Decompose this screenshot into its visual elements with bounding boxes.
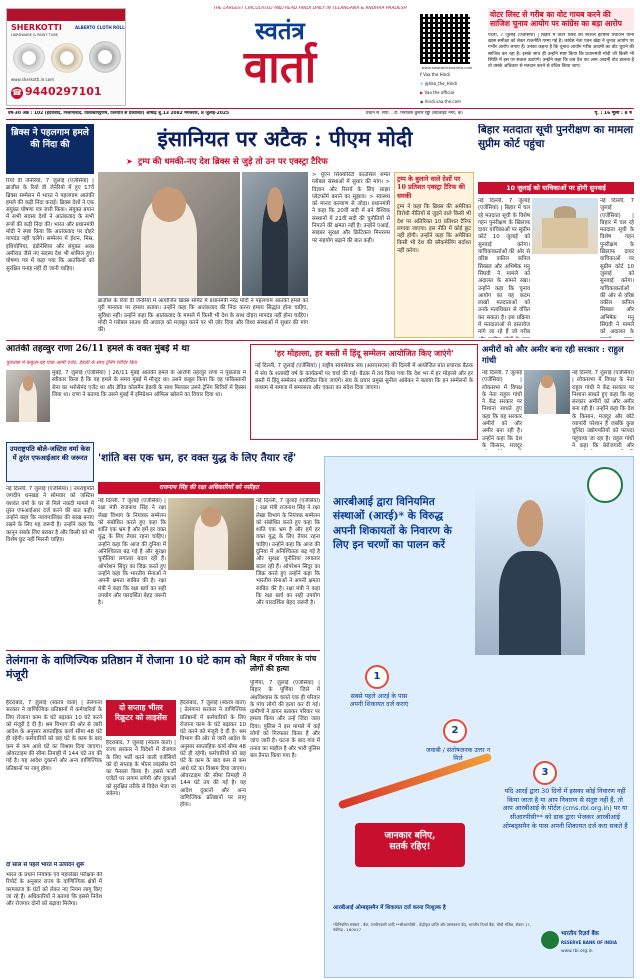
social-youtube[interactable]: ▶ Vaa the official <box>420 90 455 95</box>
bihar-murder-body: पूर्णिया, 7 जुलाई (एजेंसियां) | बिहार के पूर्णिया जिले में अंधविश्वास के चलते एक ही परिवार के पांच लोगों की हत्या कर दी गई। ग्रामीणों ने डायन बताकर परिवार पर हमला किया और उन्हें जिंदा जला दिया। पुलिस ने इस मामले में कई लोगों को गिरफ्तार किया है और जांच जारी है। घटना के बाद गांव में तनाव का माहौल है और भारी पुलिस बल तैनात किया गया है। <box>250 680 320 759</box>
rbi-arrow-path <box>338 752 493 809</box>
rbi-alert-badge <box>355 823 465 867</box>
badge-line1: जानकार बनिए, <box>384 831 436 841</box>
rahul-body: नई दिल्ली, 7 जुलाई (एजेंसियां) | लोकसभा में विपक्ष के नेता राहुल गांधी ने केंद्र सरकार पर निशाना साधते हुए कहा कि यह सरकार अमीरों को और अमीर बना रही है। उन्होंने कहा कि देश के किसान, मजदूर <box>482 370 522 449</box>
rajnath-headline: 'शांति बस एक भ्रम, हर वक्त युद्ध के लिए तैयार रहें' <box>98 452 297 464</box>
top-right-body: पटना, 7 जुलाई (एजेंसियां) | बिहार में वोटर लिस्ट की स्पेशल इंटेंसिव रिवीजन यानी खास समीक्षा को लेकर राजनीति गरमा गई है। कांग्रेस नेता पवन खेड़ा ने चुनाव आयोग पर गंभीर आरोप लगाए हैं। उनका कहना है कि चुनाव आयोग गरीब आदमी का वोट चुराने की साजिश कर रहा है। इसके साथ ही उन्होंने स्पष्ट किया कि प्रधानमंत्री मोदी जी किसी भी स्थिति में इस पर सवाल उठाएंगे। उन्होंने कहा कि जब देश का आम आदमी वोट डालता है तो उसके अधिकार से मतदान करने से वंचित किया जाए। <box>488 32 634 69</box>
justice-headline-box <box>6 442 94 482</box>
telangana-body-2: भारत के प्रधान नियंत्रक एवं महालेखा परीक्षक की रिपोर्ट के अनुसार राज्य के वाणिज्यिक क्षेत्रों में कामकाज के घंटों को लेकर नए नियम लागू किए जा रहे हैं। अधिकारियों ने बताया कि इससे निवेश और रोजगार दोनों को बढ़ावा मिलेगा। <box>6 872 102 908</box>
telangana-body-cont: हैदराबाद, 7 जुलाई (स्वतंत्र वार्ता) | तेलंगाना सरकार ने वाणिज्यिक प्रतिष्ठानों में कर्मचारियों के लिए रोजाना काम के घंटे बढ़ाकर 10 घंटे करने को मंजूरी दे दी है। श्रम विभाग की ओर से जारी आदेश के अनुसार साप्ताहिक कार्य सीमा 48 घंटे ही रहेगी। कर्मचारियों को छह घंटे के काम के बाद कम से कम आधे घंटे का विश्राम दिया जाएगा। ओवरटाइम की सीमा तिमाही में 144 घंटे तय की गई है। यह आदेश दुकानों और अन्य वाणिज्यिक प्रतिष्ठानों पर लागू होगा। <box>180 700 246 809</box>
social-twitter[interactable]: ✕ @Vaa_the_Hindi <box>420 81 457 86</box>
sherkotti-sub: HARDWARE & PAINT TUBE <box>11 33 59 37</box>
sammelan-headline: 'हर मोहल्ला, हर बस्ती में हिंदू सम्मेलन आयोजित किए जाएंगे' <box>274 348 454 358</box>
qr-code <box>420 14 470 64</box>
rajnath-kicker: राजनाथ सिंह की रक्षा अधिकारियों को नसीहत <box>159 484 259 491</box>
sherkotti-ad <box>6 8 126 106</box>
rana-headline: आतंकी तहव्वुर राणा 26/11 हमले के वक्त मुंबई में था <box>6 344 190 354</box>
brics-leaders-photo <box>242 172 308 296</box>
tape-roll-image <box>13 43 45 73</box>
telangana-body: हैदराबाद, 7 जुलाई (स्वतंत्र वार्ता) | तेलंगाना सरकार ने वाणिज्यिक प्रतिष्ठानों में कर्मचारियों के लिए रोजाना काम के घंटे बढ़ाकर 10 घंटे करने को मंजूरी दे दी है। श्रम विभाग की ओर से जारी आदेश के अनुसार साप्ताहिक कार्य सीमा 48 घंटे ही रहेगी। कर्मचारियों को छह घंटे के काम के बाद कम से कम आधे घंटे का विश्राम दिया जाएगा। ओवरटाइम की सीमा तिमाही में 144 घंटे तय की गई है। यह आदेश दुकानों और अन्य वाणिज्यिक प्रतिष्ठानों पर लागू होगा। <box>6 700 102 772</box>
rbi-logo-icon <box>541 931 559 949</box>
bihar-headline: बिहार मतदाता सूची पुनरीक्षण का मामला सुप्रीम कोर्ट पहुंचा <box>478 124 634 150</box>
editor-line: प्रधान स. संपा. : टी. निरंजिस कुमार रेड्डी (सेटलाइट नगर, क) <box>366 111 463 116</box>
lead-body-1: ब्राज़ील के रियो डी जेनेरियो में आयोजित ब्रिक्स समिट में प्रधानमंत्री नरेंद्र मोदी ने पहलगाम आतंकी हमले को पूरी मानवता पर हमला बताया। उन्होंने कहा कि आतंकवाद की निंदा करना हमारा सिद्धांत होना चाहिए, सुविधा नहीं। उन्होंने कहा कि आतंकवाद के मामले में किसी भी देश के साथ दोहरा मापदंड नहीं होना चाहिए। मोदी ने ग्लोबल साउथ की आवाज़ को मज़बूत करने पर भी ज़ोर दिया और विश्व संस्थाओं में सुधार की मांग की। <box>98 298 308 334</box>
modi-photo <box>98 172 240 296</box>
supreme-court-photo <box>532 198 598 254</box>
masthead-logo <box>140 14 410 92</box>
rbi-step1: सबसे पहले आरई के पास अपनी शिकायत दर्ज कराएं <box>349 693 409 709</box>
step3-number: 3 <box>533 761 557 785</box>
website-link[interactable]: www.swatantravaarta.com <box>421 66 473 70</box>
step2-number: 2 <box>443 719 467 743</box>
rahul-headline: अमीरों को और अमीर बना रही सरकार : राहुल गांधी <box>482 344 624 365</box>
tariff-box <box>394 172 474 338</box>
pages-price: पृ. : 16 मूल्य : 8 रु <box>594 111 632 116</box>
rbi-url[interactable]: www.rbi.org.in <box>561 949 593 954</box>
lead-subhead: ट्रम्प की धमकी-नए देश ब्रिक्स से जुड़े तो उन पर एक्स्ट्रा टैरिफ <box>138 157 328 167</box>
edition-bar <box>6 108 634 120</box>
top-right-headline: वोटर लिस्ट से गरीब का वोट गायब करने की साजिश चुनाव आयोग पर कांग्रेस का बड़ा आरोप <box>488 8 634 31</box>
social-links <box>420 72 484 108</box>
logo-vaarta: वार्ता <box>243 42 317 92</box>
rbi-bank-en: RESERVE BANK OF INDIA <box>561 940 617 945</box>
badge-line2: सतर्क रहिए! <box>389 842 431 853</box>
rana-kicker: पूछताछ में कबूला-वह पाक आर्मी एजेंट, हेडली के साथ ट्रेनिंग शिविर किए <box>6 360 137 366</box>
brics-headline: ब्रिक्स ने पहलगाम हमले की निंदा की <box>11 128 89 150</box>
sammelan-box <box>250 344 478 440</box>
sherkotti-url: www.sherkotti.in.com <box>11 77 55 82</box>
social-facebook[interactable]: f Vaa the Hindi <box>420 72 450 77</box>
justice-headline: उपराष्ट्रपति बोले-जस्टिस वर्मा केस में तुरंत एफआईआर की जरूरत <box>9 445 91 462</box>
rbi-seal-icon <box>587 467 623 503</box>
tariff-box-body: ट्रम्प ने कहा कि ब्रिक्स की अमेरिका विरोधी नीतियों से जुड़ने वाले किसी भी देश पर अतिरिक्त 10 प्रतिशत टैरिफ लगाया जाएगा। इस नीति में कोई छूट नहीं होगी। उन्होंने कहा कि अमेरिका किसी भी देश की ब्लैकमेलिंग बर्दाश्त नहीं करेगा। <box>397 203 471 254</box>
rbi-bank-hi: भारतीय रिज़र्व बैंक <box>561 931 599 937</box>
bihar-body-cont: नई दिल्ली, 7 जुलाई (एजेंसियां) | बिहार में चल रहे मतदाता सूची के विशेष गहन पुनरीक्षण के खिलाफ दायर याचिकाओं पर सुप्रीम कोर्ट 10 जुलाई को सुनवाई करेगा। याचिकाकर्ताओं की ओर से वरिष्ठ वकील कपिल सिब्बल और अभिषेक मनु सिंघवी ने मामले को अदालत के <box>600 198 634 336</box>
bihar-banner-text: 10 जुलाई को याचिकाओं पर होगी सुनवाई <box>506 184 606 192</box>
rbi-step3: यदि आरई द्वारा 30 दिनों में इसका कोई निवारण नहीं किया जाता है या आप निवारण से संतुष्ट नहीं हैं, तो आप आरबीआई के पोर्टल (cms.rbi.org.in) पर या सीआरपीसी** को डाक द्वारा भेजकर आरबीआई ओम्बड्समैन के पास अपनी शिकायत दर्ज करा सकते हैं <box>502 787 628 830</box>
tape-roll-image <box>51 43 83 73</box>
rbi-ad <box>324 456 634 978</box>
tariff-box-headline: ट्रम्प के बुलाने वाले देशों पर 10 प्रतिशत एक्स्ट्रा टैरिफ की धमकी <box>397 175 466 200</box>
telangana-subhead: दो साल से पहले भारत में उत्पादन शुरू <box>6 862 85 868</box>
lead-subhead-bar <box>98 156 472 170</box>
rbi-footer: आरबीआई ओम्बड्समैन में शिकायत दर्ज करना निःशुल्क है <box>333 905 446 911</box>
step1-number: 1 <box>365 665 389 689</box>
sherkotti-phone: 9440297101 <box>25 85 102 98</box>
rajnath-kicker-bar <box>98 482 320 494</box>
rbi-ambassador-photo <box>475 487 585 655</box>
tagline: THE LARGEST CIRCULATED AND READ HINDI DAILY IN TELANGANA & ANDHRA PRADESH <box>213 6 407 11</box>
logo-swatantra: स्वतंत्र <box>255 16 305 45</box>
rana-photo <box>6 370 50 422</box>
lead-headline: इंसानियत पर अटैक : पीएम मोदी <box>157 126 413 151</box>
sammelan-body: नई दिल्ली, 7 जुलाई (एजेंसियां) | राष्ट्रीय स्वयंसेवक संघ (आरएसएस) की दिल्ली में आयोजित प्रांत प्रचारक बैठक में संघ के शताब्दी वर्ष के कार्यक्रमों पर चर्चा की गई। बैठक में तय किया गया कि देश भर में हर मोहल्ले और हर बस्ती में हिंदू सम्मेलन आयोजित किए जाएंगे। संघ के प्रचार प्रमुख सुनील आंबेकर ने बताया कि इन सम्मेलनों के माध्यम से समाज में समरसता और एकता का संदेश दिया जाएगा। <box>255 363 473 392</box>
cloth-roll-image <box>89 41 121 73</box>
bihar-body: नई दिल्ली, 7 जुलाई (एजेंसियां) | बिहार में चल रहे मतदाता सूची के विशेष गहन पुनरीक्षण के खिलाफ दायर याचिकाओं पर सुप्रीम कोर्ट 10 जुलाई को सुनवाई करेगा। याचिकाकर्ताओं की ओर से वरिष्ठ वकील कपिल सिब्बल और अभिषेक मनु सिंघवी ने मामले को अदालत के सामने रखा। उन्होंने कहा कि चुनाव आयोग का यह कदम लाखों मतदाताओं को उनके मताधिकार से वंचित कर सकता है। इस प्रक्रिया में मतदाताओं से दस्तावेज मांगे जा रहे हैं जो गरीब <box>478 198 530 336</box>
social-web[interactable]: ◉ hindi.vaa.the.com <box>420 99 461 104</box>
rahul-body-cont: नई दिल्ली, 7 जुलाई (एजेंसियां) | लोकसभा में विपक्ष के नेता राहुल गांधी ने केंद्र सरकार पर निशाना साधते हुए कहा कि यह सरकार अमीरों को और अमीर बना रही है। उन्होंने कहा कि देश के किसान, मजदूर और छोटे व्यापारी परेशान हैं जबकि कुछ चुनिंदा उद्योगपतियों को फायदा पहुंचाया जा रहा है। राहुल गांधी ने कहा कि बेरोजगारी और <box>572 370 634 449</box>
justice-body: नई दिल्ली, 7 जुलाई (एजेंसियां) | उपराष्ट्रपति जगदीप धनखड़ ने सोमवार को जस्टिस यशवंत वर्मा के घर से मिले नकदी मामले में तुरंत एफआईआर दर्ज करने की बात कही। उन्होंने कहा कि न्यायपालिका की साख बनाए रखने के लिए यह जरूरी है। उन्होंने कहा कि कानून सबके लिए बराबर है और किसी को भी विशेष छूट नहीं मिलनी चाहिए। <box>6 486 94 544</box>
rbi-footer-small: *विनियमित संस्थाएं - बैंक, एनबीएफसी आदि **सीआरपीसी - केंद्रीकृत प्राप्ति और प्रसंस्करण केंद्र, भारतीय रिज़र्व बैंक, चौथी मंजिल, सेक्टर 17, चंडीगढ़ - 160017 <box>333 922 531 932</box>
recruit-box <box>106 700 176 736</box>
sherkotti-brand: SHERKOTTI <box>11 23 62 32</box>
phone-icon: ☎ <box>12 88 22 97</box>
rajnath-photo <box>168 498 254 570</box>
arrow-icon: ➤ <box>126 157 133 166</box>
sherkotti-brand2: ALBERTO CLOTH ROLL <box>75 25 125 30</box>
rahul-photo <box>524 370 570 414</box>
rajnath-body-cont: नई दिल्ली, 7 जुलाई (एजेंसियां) | रक्षा मंत्री राजनाथ सिंह ने रक्षा लेखा विभाग के नियंत्रक सम्मेलन को संबोधित करते हुए कहा कि शांति एक भ्रम है और हमें हर वक्त युद्ध के लिए तैयार रहना चाहिए। उन्होंने कहा कि आज की दुनिया में अनिश्चितता बढ़ गई है और सुरक्षा चुनौतियां लगातार बदल रही हैं। ऑपरेशन सिंदूर का जिक्र करते हुए उन्होंने कहा कि भारतीय सेनाओं ने अपनी क्षमता साबित की है। रक्षा मंत्री ने कहा कि रक्षा खर्च का सही उपयोग और पारदर्शिता बेहद जरूरी है। <box>256 498 320 607</box>
rana-body: मुंबई, 7 जुलाई (एजेंसियां) | 26/11 मुंबई आतंकी हमले के आरोपी तहव्वुर राणा ने पूछताछ में स्वीकार किया है कि वह हमले के समय मुंबई में मौजूद था। उसने कबूल किया कि वह पाकिस्तानी सेना का भरोसेमंद एजेंट था और डेविड कोलमैन हेडली के साथ मिलकर उसने ट्रेनिंग शिविरों में हिस्सा लिया था। राणा ने बताया कि उसने मुंबई में इमिग्रेशन ऑफिस खोलने का विचार दिया था। <box>52 370 246 398</box>
recruit-headline: दो सप्ताह भीतर रिक्रूटर को लाइसेंस <box>114 703 168 722</box>
brics-body: रियो डी जेनेरियो, 7 जुलाई (एजेंसियां) | ब्राज़ील के रियो डी जेनेरियो में हुए 17वें ब्रिक्स सम्मेलन में भारत ने पहलगाम आतंकी हमले की कड़ी निंदा कराई। ब्रिक्स देशों ने एक संयुक्त घोषणा पत्र जारी किया। संयुक्त बयान में सभी सदस्य देशों ने आतंकवाद के सभी रूपों की कड़ी निंदा की। भारत और प्रधानमंत्री मोदी ने स्पष्ट किया कि आतंकवाद पर दोहरे मापदंड नहीं चलेंगे। सम्मेलन में ईरान, मिस्र, इथियोपिया, इंडोनेशिया और संयुक्त अरब अमीरात जैसे नए सदस्य देश भी शामिल हुए। घोषणा पत्र में कहा गया कि आतंकियों को सुरक्षित पनाह नहीं दी जानी चाहिए। <box>6 178 94 272</box>
recruit-body: हैदराबाद, 7 जुलाई (स्वतंत्र वार्ता) | राज्य सरकार ने विदेशों में रोजगार के लिए भर्ती करने वाली एजेंसियों को दो सप्ताह के भीतर लाइसेंस देने का फैसला किया है। इससे फर्जी एजेंटों पर लगाम लगेगी और युवाओं को सुरक्षित तरीके से विदेश भेजा जा सकेगा। <box>106 740 176 798</box>
brics-headline-box <box>6 124 94 174</box>
edition-line: वर्ष-30 अंक : 102 (हैदराबाद, निजामाबाद, विशाखापट्टणम, तिरुपति से प्रकाशित) आषाढ़ शु.13 2082 मंगलवार, 8 जुलाई-2025 <box>8 111 230 116</box>
telangana-headline: तेलंगाना के वाणिज्यिक प्रतिष्ठान में रोजाना 10 घंटे काम को मंजूरी <box>6 654 246 682</box>
top-right-story <box>488 8 634 112</box>
bihar-murder-headline: बिहार में परिवार के पांच लोगों की हत्या <box>250 654 317 673</box>
rbi-step2: जवाबी / संतोषजनक उत्तर न मिले <box>425 747 491 763</box>
lead-body-2: > यूएन सिक्योरिटी काउंसिल समेत ग्लोबल संस्थाओं में सुधार की मांग। > विज्ञान और रिसर्च के लिए साझा प्लेटफॉर्म बनाने का सुझाव। > स्वास्थ्य को मानव कल्याण से जोड़ा। प्रधानमंत्री ने कहा कि 20वीं सदी में बने वैश्विक संस्थानों में 21वीं सदी की चुनौतियों से निपटने की क्षमता नहीं है। उन्होंने एआई, साइबर सुरक्षा और क्रिटिकल मिनरल्स पर सहयोग बढ़ाने की बात कही। <box>312 172 390 244</box>
bihar-banner <box>478 182 634 194</box>
rbi-ad-headline: आरबीआई द्वारा विनियमित संस्थाओं (आरई)* के विरुद्ध अपनी शिकायतों के निवारण के लिए इन चरणों का पालन करें <box>333 496 452 551</box>
rajnath-body: नई दिल्ली, 7 जुलाई (एजेंसियां) | रक्षा मंत्री राजनाथ सिंह ने रक्षा लेखा विभाग के नियंत्रक सम्मेलन को संबोधित करते हुए कहा कि शांति एक भ्रम है और हमें हर वक्त युद्ध के लिए तैयार रहना चाहिए। उन्होंने कहा कि आज की दुनिया में अनिश्चितता बढ़ गई है और सुरक्षा चुनौतियां लगातार बदल रही हैं। ऑपरेशन सिंदूर का जिक्र करते हुए उन्होंने कहा कि भारतीय सेनाओं ने अपनी क्षमता साबित की है। रक्षा मंत्री ने कहा कि रक्षा खर्च का सही उपयोग और पारदर्शिता बेहद जरूरी है। <box>98 498 166 607</box>
